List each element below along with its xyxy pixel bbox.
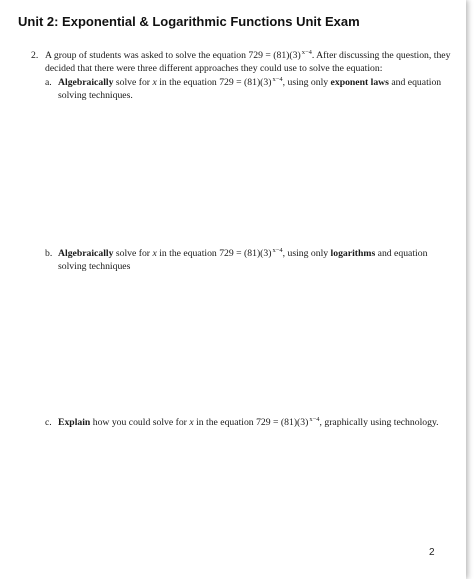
part-c [45, 416, 455, 429]
page-title: Unit 2: Exponential & Logarithmic Functions Unit Exam [18, 14, 360, 29]
part-a-letter: a. [45, 77, 52, 88]
part-b-letter: b. [45, 248, 53, 259]
part-a [45, 76, 455, 102]
part-a-equation: 729 = (81)(3) [219, 77, 272, 88]
question-intro-line-1: A group of students was asked to solve the equation $729 = (81)(3)^{x-4}$. After discussing the question, they [45, 49, 451, 61]
question-number: 2. [31, 50, 39, 61]
part-b [45, 247, 455, 273]
part-c-line-1: Explain how you could solve for x in the equation $729 = (81)(3)^{x-4}$, graphically using technology. [58, 416, 439, 428]
question-2 [31, 49, 451, 75]
equation-exponent: x−4 [301, 49, 312, 56]
part-c-equation: 729 = (81)(3) [256, 417, 309, 428]
page-number: 2 [429, 547, 435, 558]
question-intro-line-2: decided that there were three different approaches they could use to solve the equation: [45, 63, 383, 74]
part-a-line-2: solving techniques. [58, 90, 133, 101]
part-c-letter: c. [45, 417, 52, 428]
part-c-exponent: x−4 [309, 416, 320, 423]
part-b-equation: 729 = (81)(3) [219, 248, 272, 259]
part-b-exponent: x−4 [272, 247, 283, 254]
part-b-line-1: Algebraically solve for x in the equation $729 = (81)(3)^{x-4}$, using only logarithms and equation [58, 247, 428, 259]
part-a-line-1: Algebraically solve for x in the equation $729 = (81)(3)^{x-4}$, using only exponent laws and equation [58, 76, 442, 88]
part-b-line-2: solving techniques [58, 261, 131, 272]
part-a-exponent: x−4 [272, 76, 283, 83]
equation: 729 = (81)(3) [248, 50, 301, 61]
